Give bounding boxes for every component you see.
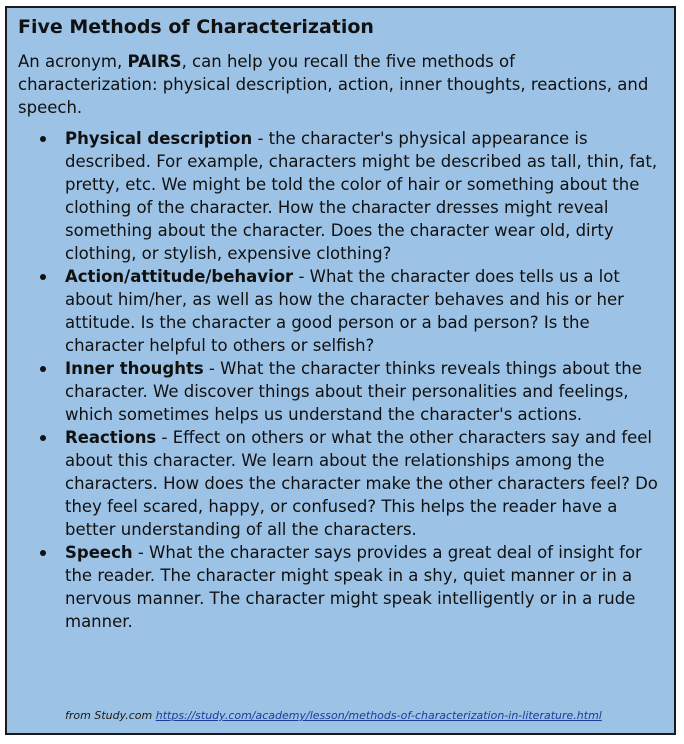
method-physical-description [7,127,667,265]
method-inner-thoughts [7,357,667,426]
intro-text-after: , can help you recall the five methods of characterization: physical description, action, inner thoughts, reactions, and speech. [18,52,649,117]
method-text: - What the character says provides a great deal of insight for the reader. The character might speak in a shy, quiet manner or in a nervous manner. The character might speak intelligently or in a rude manner. [65,543,642,631]
method-text: - What the character does tells us a lot about him/her, as well as how the character behaves and his or her attitude. Is the character a good person or a bad person? Is the character helpful to others or selfish? [65,267,624,355]
bullet-icon [40,435,46,441]
bullet-icon [40,550,46,556]
characterization-box [5,6,676,735]
intro-paragraph [18,50,658,119]
source-link[interactable]: https://study.com/academy/lesson/methods-of-characterization-in-literature.html [155,709,602,722]
intro-text-before: An acronym, [18,52,128,71]
method-action [7,265,667,357]
bullet-icon [40,136,46,142]
method-text: - the character's physical appearance is described. For example, characters might be described as tall, thin, fat, pretty, etc. We might be told the color of hair or something about the clothing of the character. How the character dresses might reveal something about the character. Does the character wear old, dirty clothing, or stylish, expensive clothing? [65,129,658,263]
bullet-icon [40,274,46,280]
box-title: Five Methods of Characterization [18,16,374,38]
bullet-icon [40,366,46,372]
method-speech [7,541,667,633]
method-term: Inner thoughts [65,359,204,378]
source-citation [65,709,602,723]
method-term: Physical description [65,129,253,148]
method-reactions [7,426,667,541]
method-term: Speech [65,543,133,562]
method-term: Action/attitude/behavior [65,267,294,286]
method-text: - What the character thinks reveals things about the character. We discover things about their personalities and feelings, which sometimes helps us understand the character's actions. [65,359,642,424]
method-term: Reactions [65,428,157,447]
source-prefix: from Study.com [65,709,156,722]
method-text: - Effect on others or what the other characters say and feel about this character. We learn about the relationships among the characters. How does the character make the other characters feel? Do they feel scared, happy, or confused? This helps the reader have a better understanding of all the characters. [65,428,658,539]
intro-acronym: PAIRS [127,52,182,71]
methods-list [7,127,667,633]
